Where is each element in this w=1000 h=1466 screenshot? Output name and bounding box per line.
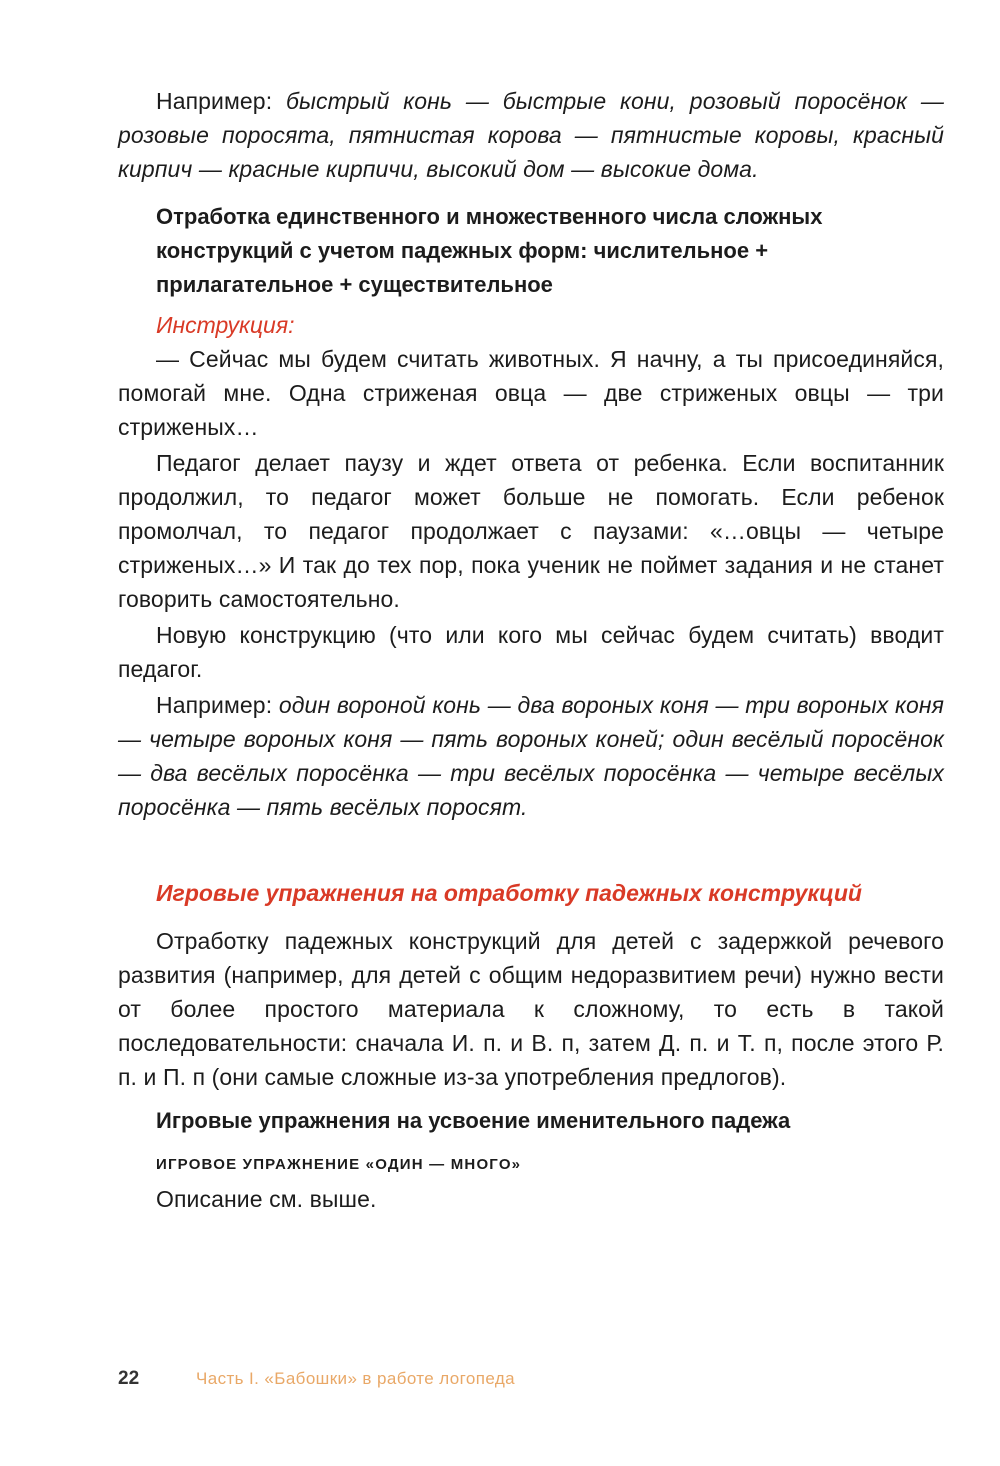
exercise-description: Описание см. выше. bbox=[156, 1186, 377, 1212]
page-body bbox=[118, 84, 944, 1216]
case-order-paragraph: Отработку падежных конструкций для детей с задержкой речевого развития (например, для детей с общим недоразвитием речи) нужно вести от более простого материала к сложному, то есть в такой последовательности: сначала И. п. и В. п, затем Д. п. и Т. п, после этого Р. п. и П. п (они самые сложные из-за употребления предлогов). bbox=[118, 928, 944, 1090]
example-italic-text: один вороной конь — два вороных коня — три вороных коня — четыре вороных коня — пять вороных коней; один весёлый поросёнок — два весёлых поросёнка — три весёлых поросёнка — четыре весёлых поросёнка — пять весёлых поросят. bbox=[118, 692, 944, 820]
page-footer bbox=[118, 1368, 515, 1390]
page-number: 22 bbox=[118, 1368, 140, 1389]
new-construction-paragraph: Новую конструкцию (что или кого мы сейчас будем считать) вводит педагог. bbox=[118, 622, 944, 682]
example-paragraph-1 bbox=[118, 84, 944, 186]
example-prefix: Например: bbox=[156, 88, 286, 114]
instruction-label: Инструкция: bbox=[156, 312, 295, 338]
example-prefix: Например: bbox=[156, 692, 279, 718]
example-italic-text: быстрый конь — быстрые кони, розовый поросёнок — розовые поросята, пятнистая корова — пятнистые коровы, красный кирпич — красные кирпичи, высокий дом — высокие дома. bbox=[118, 88, 944, 182]
running-title: Часть I. «Бабошки» в работе логопеда bbox=[196, 1369, 515, 1388]
subsection-heading-number-agreement: Отработка единственного и множественного числа сложных конструкций с учетом падежных форм: числительное + прилагательное + существительное bbox=[156, 204, 823, 297]
exercise-title: ИГРОВОЕ УПРАЖНЕНИЕ «ОДИН — МНОГО» bbox=[156, 1156, 522, 1173]
instruction-paragraph: — Сейчас мы будем считать животных. Я начну, а ты присоединяйся, помогай мне. Одна стриженая овца — две стриженых овцы — три стриженых… bbox=[118, 346, 944, 440]
teacher-pause-paragraph: Педагог делает паузу и ждет ответа от ребенка. Если воспитанник продолжил, то педагог может больше не помогать. Если ребенок промолчал, то педагог продолжает с паузами: «…овцы — четыре стриженых…» И так до тех пор, пока ученик не поймет задания и не станет говорить самостоятельно. bbox=[118, 450, 944, 612]
subsection-heading-nominative: Игровые упражнения на усвоение именительного падежа bbox=[156, 1108, 791, 1133]
section-title: Игровые упражнения на отработку падежных конструкций bbox=[156, 880, 862, 906]
example-paragraph-2 bbox=[118, 688, 944, 824]
